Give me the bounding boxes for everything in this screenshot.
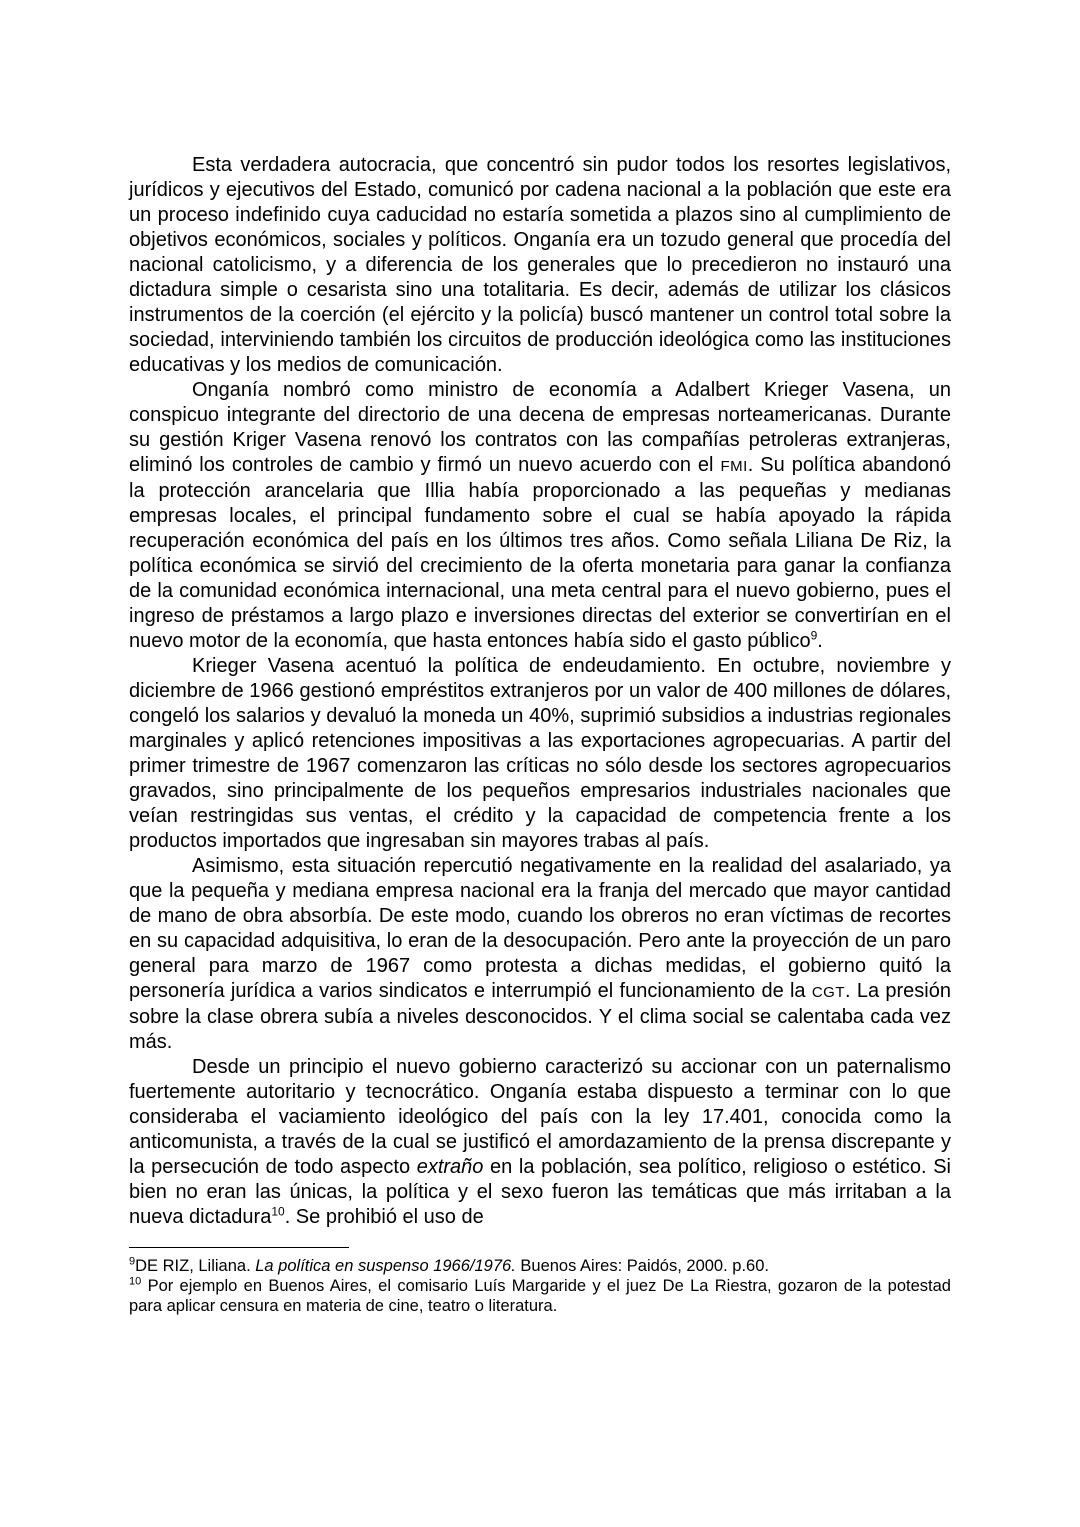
paragraph-2-text-b: . Su política abandonó la protección arancelaria que Illia había proporcionado a las pequeñas y medianas empresas locales, el principal fundamento sobre el cual se había apoyado la rápida recuperación económica del país en los últimos tres años. Como señala Liliana De Riz, la política económica se sirvió del crecimiento de la oferta monetaria para ganar la confianza de la comunidad económica internacional, una meta central para el nuevo gobierno, pues el ingreso de préstamos a largo plazo e inversiones directas del exterior se convertirían en el nuevo motor de la economía, que hasta entonces había sido el gasto público	[129, 454, 951, 652]
paragraph-5	[129, 1055, 951, 1230]
emphasis-extrano: extraño	[416, 1156, 484, 1178]
paragraph-4	[129, 854, 951, 1055]
footnote-9-author: DE RIZ, Liliana.	[135, 1257, 256, 1275]
footnotes	[129, 1256, 951, 1316]
footnote-9-title: La política en suspenso 1966/1976.	[255, 1257, 516, 1275]
paragraph-5-text-c: . Se prohibió el uso de	[284, 1206, 484, 1228]
paragraph-5-text-a: Desde un principio el nuevo gobierno caracterizó su accionar con un paternalismo fuertemente autoritario y tecnocrático. Onganía estaba dispuesto a terminar con lo que consideraba el vaciamiento ideológico del país con la ley 17.401, conocida como la anticomunista, a través de la cual se justificó el amordazamiento de la prensa discrepante y la persecución de todo aspecto	[129, 1056, 951, 1178]
acronym-fmi: FMI	[720, 458, 748, 475]
footnote-10-text: Por ejemplo en Buenos Aires, el comisario Luís Margaride y el juez De La Riestra, gozaron de la potestad para aplicar censura en materia de cine, teatro o literatura.	[129, 1277, 951, 1315]
paragraph-4-text-b: . La presión sobre la clase obrera subía a niveles desconocidos. Y el clima social se calentaba cada vez más.	[129, 980, 951, 1053]
paragraph-5-text-b: en la población, sea político, religioso o estético. Si bien no eran las únicas, la política y el sexo fueron las temáticas que más irritaban a la nueva dictadura	[129, 1156, 951, 1228]
paragraph-1: Esta verdadera autocracia, que concentró sin pudor todos los resortes legislativos, jurídicos y ejecutivos del Estado, comunicó por cadena nacional a la población que este era un proceso indefinido cuya caducidad no estaría sometida a plazos sino al cumplimiento de objetivos económicos, sociales y políticos. Onganía era un tozudo general que procedía del nacional catolicismo, y a diferencia de los generales que lo precedieron no instauró una dictadura simple o cesarista sino una totalitaria. Es decir, además de utilizar los clásicos instrumentos de la coerción (el ejército y la policía) buscó mantener un control total sobre la sociedad, interviniendo también los circuitos de producción ideológica como las instituciones educativas y los medios de comunicación.	[129, 154, 951, 376]
footnote-separator	[129, 1247, 349, 1248]
footnote-number-9: 9	[129, 1255, 136, 1268]
footnote-9	[129, 1256, 951, 1276]
footnote-9-publisher: Buenos Aires: Paidós, 2000. p.60.	[515, 1257, 769, 1275]
body-text	[129, 153, 951, 1230]
footnote-ref-10: 10	[271, 1204, 285, 1219]
paragraph-3: Krieger Vasena acentuó la política de endeudamiento. En octubre, noviembre y diciembre de 1966 gestionó empréstitos extranjeros por un valor de 400 millones de dólares, congeló los salarios y devaluó la moneda un 40%, suprimió subsidios a industrias regionales marginales y aplicó retenciones impositivas a las exportaciones agropecuarias. A partir del primer trimestre de 1967 comenzaron las críticas no sólo desde los sectores agropecuarios gravados, sino principalmente de los pequeños empresarios industriales nacionales que veían restringidas sus ventas, el crédito y la capacidad de competencia frente a los productos importados que ingresaban sin mayores trabas al país.	[129, 655, 951, 852]
paragraph-2-text-a: Onganía nombró como ministro de economía a Adalbert Krieger Vasena, un conspicuo integrante del directorio de una decena de empresas norteamericanas. Durante su gestión Kriger Vasena renovó los contratos con las compañías petroleras extranjeras, eliminó los controles de cambio y firmó un nuevo acuerdo con el	[129, 379, 951, 476]
footnote-10	[129, 1276, 951, 1316]
footnote-number-10: 10	[129, 1275, 142, 1288]
footnote-ref-9: 9	[810, 628, 818, 643]
paragraph-4-text-a: Asimismo, esta situación repercutió negativamente en la realidad del asalariado, ya que la pequeña y mediana empresa nacional era la franja del mercado que mayor cantidad de mano de obra absorbía. De este modo, cuando los obreros no eran víctimas de recortes en su capacidad adquisitiva, lo eran de la desocupación. Pero ante la proyección de un paro general para marzo de 1967 como protesta a dichas medidas, el gobierno quitó la personería jurídica a varios sindicatos e interrumpió el funcionamiento de la	[129, 855, 951, 1002]
paragraph-2-text-c: .	[817, 630, 823, 652]
paragraph-2	[129, 378, 951, 654]
acronym-cgt: CGT	[811, 984, 846, 1001]
document-page	[129, 153, 951, 1316]
